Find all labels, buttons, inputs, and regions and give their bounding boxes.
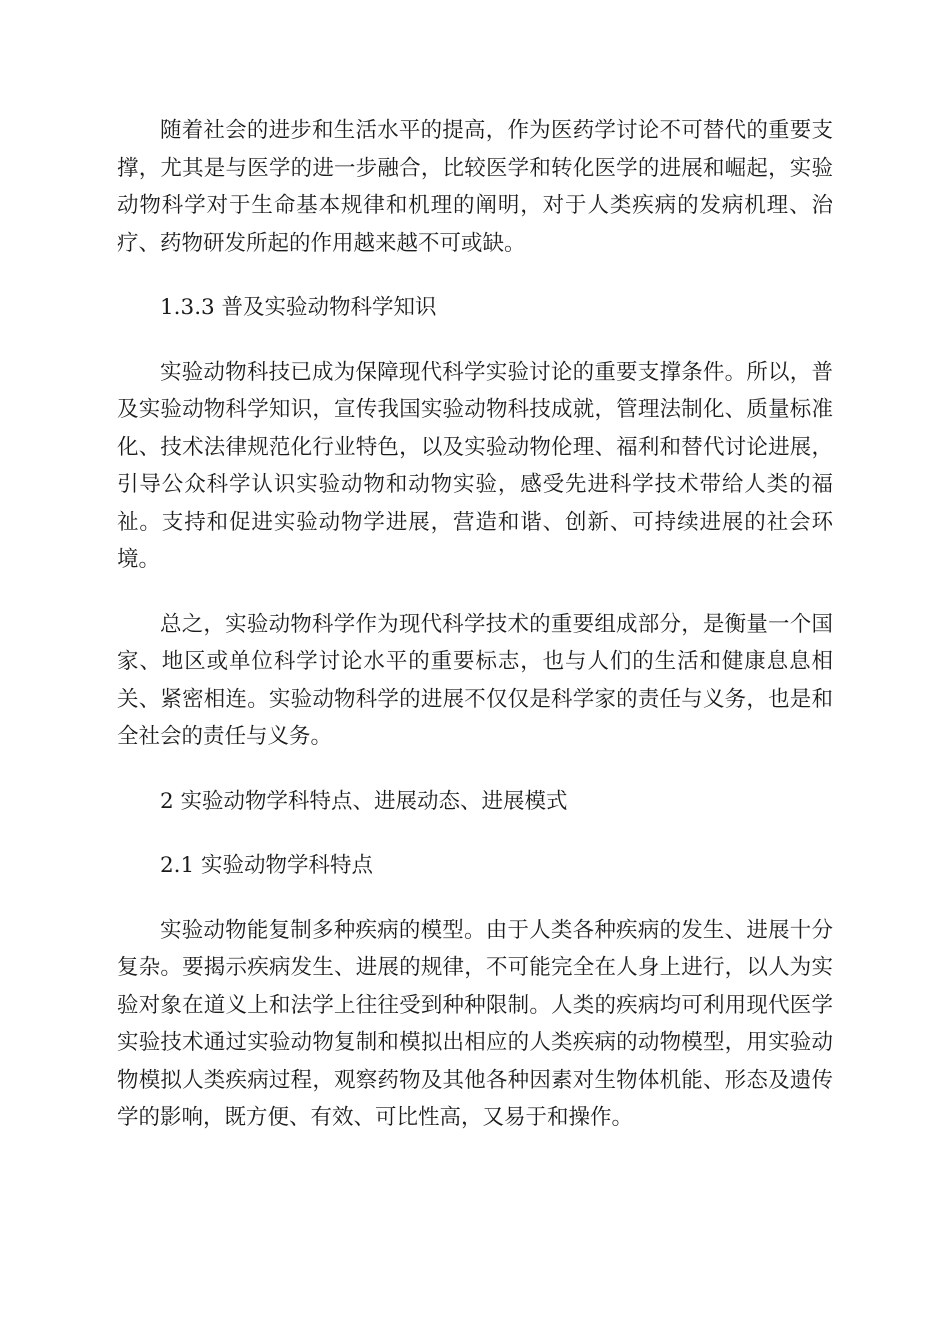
paragraph-popularize-knowledge: 实验动物科技已成为保障现代科学实验讨论的重要支撑条件。所以，普及实验动物科学知识，宣传我国实验动物科技成就，管理法制化、质量标准化、技术法律规范化行业特色，以及实验动物伦理、福利和替代讨论进展，引导公众科学认识实验动物和动物实验，感受先进科学技术带给人类的福祉。支持和促进实验动物学进展，营造和谐、创新、可持续进展的社会环境。 bbox=[117, 359, 833, 572]
paragraph-conclusion: 总之，实验动物科学作为现代科学技术的重要组成部分，是衡量一个国家、地区或单位科学讨论水平的重要标志，也与人们的生活和健康息息相关、紧密相连。实验动物科学的进展不仅仅是科学家的责任与义务，也是和全社会的责任与义务。 bbox=[117, 611, 833, 749]
document-page bbox=[117, 112, 833, 1164]
paragraph-research-support: 随着社会的进步和生活水平的提高，作为医药学讨论不可替代的重要支撑，尤其是与医学的进一步融合，比较医学和转化医学的进展和崛起，实验动物科学对于生命基本规律和机理的阐明，对于人类疾病的发病机理、治疗、药物研发所起的作用越来越不可或缺。 bbox=[117, 118, 833, 256]
heading-2-1: 2.1 实验动物学科特点 bbox=[160, 853, 374, 878]
heading-2: 2 实验动物学科特点、进展动态、进展模式 bbox=[160, 788, 568, 814]
paragraph-disease-models: 实验动物能复制多种疾病的模型。由于人类各种疾病的发生、进展十分复杂。要揭示疾病发生、进展的规律，不可能完全在人身上进行，以人为实验对象在道义上和法学上往往受到种种限制。人类的疾病均可利用现代医学实验技术通过实验动物复制和模拟出相应的人类疾病的动物模型，用实验动物模拟人类疾病过程，观察药物及其他各种因素对生物体机能、形态及遗传学的影响，既方便、有效、可比性高，又易于和操作。 bbox=[117, 917, 833, 1130]
heading-1-3-3: 1.3.3 普及实验动物科学知识 bbox=[160, 295, 437, 320]
